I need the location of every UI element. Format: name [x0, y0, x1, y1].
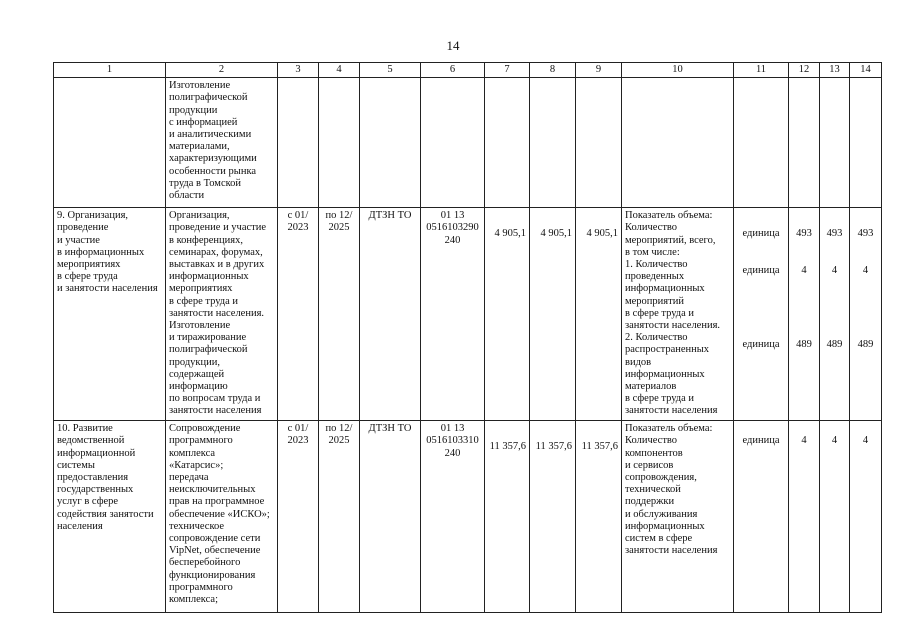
column-header: 4 [319, 63, 360, 78]
indicator-description: Показатель объема: Количество мероприятий, всего, в том числе: 1. Количество проведенных информационных мероприятий в сфере труда и занятости населения. 2. Количество распространенных видов информационных материалов в сфере труда и занятости населения [622, 208, 734, 421]
column-header: 12 [789, 63, 820, 78]
indicator-value: 493 [826, 228, 843, 240]
column-header: 13 [820, 63, 850, 78]
empty-cell [278, 78, 319, 208]
unit-label: единица [734, 421, 789, 613]
indicator-value: 493 [857, 228, 874, 240]
empty-cell [360, 78, 421, 208]
funding-year-1: 11 357,6 [485, 421, 530, 613]
header-row [54, 63, 882, 78]
start-date: с 01/ 2023 [278, 208, 319, 421]
executor: ДТЗН ТО [360, 208, 421, 421]
task-name: 9. Организация, проведение и участие в информационных мероприятиях в сфере труда и занятости населения [54, 208, 166, 421]
unit-cell [734, 208, 789, 421]
value-cell-2025 [850, 208, 882, 421]
indicator-value: 493 [796, 228, 812, 240]
empty-cell [622, 78, 734, 208]
event-description: Сопровождение программного комплекса «Катарсис»; передача неисключительных прав на программное обеспечение «ИСКО»; техническое сопровождение сети VipNet, обеспечение бесперебойного функционирования программного комплекса; [166, 421, 278, 613]
empty-cell [576, 78, 622, 208]
column-header: 9 [576, 63, 622, 78]
funding-year-2: 11 357,6 [530, 421, 576, 613]
indicator-value: 4 [850, 421, 882, 613]
unit-label: единица [742, 228, 780, 240]
column-header: 1 [54, 63, 166, 78]
table-row-continuation [54, 78, 882, 208]
empty-cell [421, 78, 485, 208]
event-description: Изготовление полиграфической продукции с информацией и аналитическими материалами, характеризующими особенности рынка труда в Томской области [166, 78, 278, 208]
start-date: с 01/ 2023 [278, 421, 319, 613]
indicator-value: 489 [826, 338, 843, 350]
column-header: 14 [850, 63, 882, 78]
indicator-value: 4 [862, 265, 869, 277]
event-description: Организация, проведение и участие в конференциях, семинарах, форумах, выставках и в других информационных мероприятиях в сфере труда и занятости населения. Изготовление и тиражирование полиграфической продукции, содержащей информацию по вопросам труда и занятости населения [166, 208, 278, 421]
table-row-9 [54, 208, 882, 421]
funding-year-3: 4 905,1 [576, 208, 622, 421]
funding-year-3: 11 357,6 [576, 421, 622, 613]
table-row-10 [54, 421, 882, 613]
funding-year-2: 4 905,1 [530, 208, 576, 421]
column-header: 3 [278, 63, 319, 78]
funding-year-1: 4 905,1 [485, 208, 530, 421]
indicator-description: Показатель объема: Количество компонентов и сервисов сопровождения, технической поддержки и обслуживания информационных систем в сфере занятости населения [622, 421, 734, 613]
empty-cell [789, 78, 820, 208]
end-date: по 12/ 2025 [319, 208, 360, 421]
value-cell-2023 [789, 208, 820, 421]
column-header: 11 [734, 63, 789, 78]
empty-cell [820, 78, 850, 208]
column-header: 6 [421, 63, 485, 78]
indicator-value: 4 [831, 265, 838, 277]
column-header: 2 [166, 63, 278, 78]
end-date: по 12/ 2025 [319, 421, 360, 613]
page-number: 14 [446, 38, 460, 53]
indicator-value: 489 [796, 338, 812, 350]
empty-cell [850, 78, 882, 208]
empty-cell [319, 78, 360, 208]
unit-label: единица [742, 265, 780, 277]
empty-cell [54, 78, 166, 208]
indicator-value: 489 [857, 338, 874, 350]
empty-cell [530, 78, 576, 208]
unit-label: единица [742, 338, 780, 350]
indicator-value: 4 [820, 421, 850, 613]
budget-code: 01 13 0516103310 240 [421, 421, 485, 613]
indicator-value: 4 [789, 421, 820, 613]
empty-cell [734, 78, 789, 208]
executor: ДТЗН ТО [360, 421, 421, 613]
value-cell-2024 [820, 208, 850, 421]
program-table [53, 62, 882, 613]
column-header: 5 [360, 63, 421, 78]
column-header: 10 [622, 63, 734, 78]
column-header: 7 [485, 63, 530, 78]
task-name: 10. Развитие ведомственной информационной системы предоставления государственных услуг в сфере содействия занятости населения [54, 421, 166, 613]
budget-code: 01 13 0516103290 240 [421, 208, 485, 421]
empty-cell [485, 78, 530, 208]
indicator-value: 4 [801, 265, 807, 277]
column-header: 8 [530, 63, 576, 78]
